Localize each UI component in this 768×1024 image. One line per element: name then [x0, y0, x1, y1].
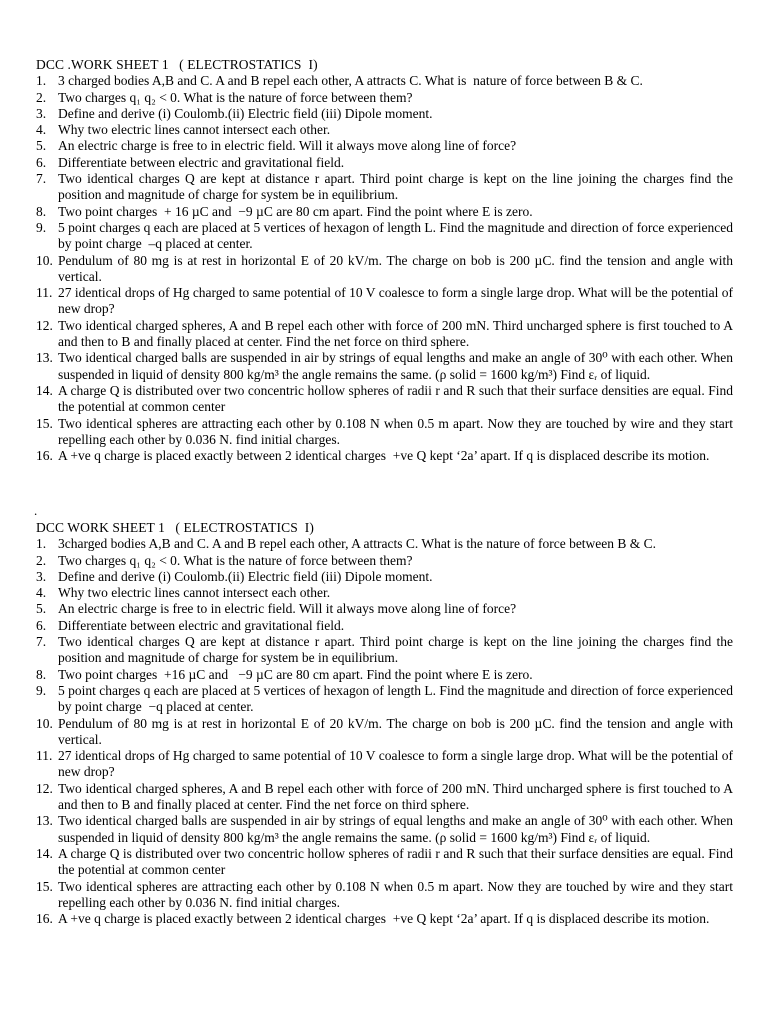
question-text: 27 identical drops of Hg charged to same potential of 10 V coalesce to form a single large drop. What will be the potential of new drop? [58, 285, 737, 317]
question-number: 10. [36, 252, 53, 268]
question-text: Two point charges +16 µC and −9 µC are 80 cm apart. Find the point where E is zero. [58, 666, 533, 682]
question-number: 2. [36, 552, 47, 568]
question-text: 5 point charges q each are placed at 5 vertices of hexagon of length L. Find the magnitude and direction of force experienced by point charge −q placed at center. [58, 682, 737, 715]
question-text: A +ve q charge is placed exactly between 2 identical charges +ve Q kept ‘2a’ apart. If q is displaced describe its motion. [58, 448, 710, 464]
question-item [36, 845, 737, 879]
question-item [36, 553, 733, 569]
question-text: 27 identical drops of Hg charged to same potential of 10 V coalesce to form a single large drop. What will be the potential of new drop? [58, 748, 737, 780]
question-number: 1. [36, 536, 47, 552]
question-number: 2. [36, 89, 47, 105]
question-number: 5. [36, 138, 47, 154]
question-text: Define and derive (i) Coulomb.(ii) Electric field (iii) Dipole moment. [58, 105, 433, 121]
question-item [36, 219, 737, 253]
question-text: Two identical charged balls are suspended in air by strings of equal lengths and make an angle of 30⁰ with each other. When suspended in liquid of density 800 kg/m³ the angle remains the same. (ρ solid = 1600 kg/m³) Find εᵣ of liquid. [58, 350, 737, 382]
question-number: 13. [36, 813, 53, 829]
question-text: Why two electric lines cannot intersect each other. [58, 122, 331, 138]
question-number: 4. [36, 122, 47, 138]
question-item [36, 569, 733, 585]
question-text: Pendulum of 80 mg is at rest in horizontal E of 20 kV/m. The charge on bob is 200 µC. find the tension and angle with vertical. [58, 715, 737, 747]
question-list [36, 73, 737, 464]
question-text: Why two electric lines cannot intersect each other. [58, 585, 331, 601]
question-text: Two identical charges Q are kept at distance r apart. Third point charge is kept on the line joining the charges find the position and magnitude of charge for system be in equilibrium. [58, 171, 737, 203]
question-item [36, 317, 737, 351]
question-text: Two identical charges Q are kept at distance r apart. Third point charge is kept on the line joining the charges find the position and magnitude of charge for system be in equilibrium. [58, 634, 737, 666]
worksheet-1 [36, 57, 737, 464]
question-text: Define and derive (i) Coulomb.(ii) Electric field (iii) Dipole moment. [58, 568, 433, 584]
question-text: A +ve q charge is placed exactly between 2 identical charges +ve Q kept ‘2a’ apart. If q is displaced describe its motion. [58, 911, 710, 927]
question-item [36, 73, 733, 89]
question-number: 9. [36, 219, 47, 235]
question-item [36, 601, 733, 617]
question-number: 15. [36, 415, 53, 431]
question-number: 11. [36, 285, 53, 301]
question-item [36, 90, 733, 106]
question-text: 3 charged bodies A,B and C. A and B repel each other, A attracts C. What is nature of force between B & C. [58, 73, 643, 89]
worksheet-title: DCC WORK SHEET 1 ( ELECTROSTATICS I) [36, 520, 314, 535]
question-number: 13. [36, 350, 53, 366]
question-number: 16. [36, 448, 53, 464]
question-item [36, 813, 737, 846]
question-item [36, 155, 733, 171]
question-text: Two identical charged spheres, A and B repel each other with force of 200 mN. Third uncharged sphere is first touched to A and then to B and finally placed at center. Find the net force on third sphere. [58, 317, 737, 350]
question-text: A charge Q is distributed over two concentric hollow spheres of radii r and R such that their surface densities are equal. Find the potential at common center [58, 845, 737, 878]
question-text: Differentiate between electric and gravitational field. [58, 154, 345, 170]
question-item [36, 382, 737, 416]
question-number: 15. [36, 878, 53, 894]
question-item [36, 618, 733, 634]
question-number: 11. [36, 748, 53, 764]
question-item [36, 350, 737, 383]
question-text: An electric charge is free to in electric field. Will it always move along line of force? [58, 601, 517, 617]
question-item [36, 911, 733, 927]
worksheet-2 [36, 520, 737, 927]
question-number: 1. [36, 73, 47, 89]
question-item [36, 536, 733, 552]
question-number: 6. [36, 617, 47, 633]
question-item [36, 252, 737, 286]
question-number: 12. [36, 780, 53, 796]
question-item [36, 285, 737, 318]
question-item [36, 634, 737, 667]
question-number: 7. [36, 634, 47, 650]
question-list [36, 536, 737, 927]
question-number: 9. [36, 682, 47, 698]
question-text: A charge Q is distributed over two concentric hollow spheres of radii r and R such that their surface densities are equal. Find the potential at common center [58, 382, 737, 415]
question-text: Two identical charged spheres, A and B repel each other with force of 200 mN. Third uncharged sphere is first touched to A and then to B and finally placed at center. Find the net force on third sphere. [58, 780, 737, 813]
sheet-separator: . [34, 503, 38, 518]
question-item [36, 748, 737, 781]
question-item [36, 415, 737, 449]
question-item [36, 122, 733, 138]
question-number: 16. [36, 911, 53, 927]
question-item [36, 448, 733, 464]
question-text: An electric charge is free to in electric field. Will it always move along line of force? [58, 138, 517, 154]
question-item [36, 171, 737, 204]
question-number: 14. [36, 845, 53, 861]
question-text: Differentiate between electric and gravitational field. [58, 617, 345, 633]
question-text: Two charges q₁ q₂ < 0. What is the nature of force between them? [58, 552, 413, 568]
question-text: Two point charges + 16 µC and −9 µC are 80 cm apart. Find the point where E is zero. [58, 203, 533, 219]
question-number: 3. [36, 105, 47, 121]
question-number: 10. [36, 715, 53, 731]
question-number: 12. [36, 317, 53, 333]
worksheet-title: DCC .WORK SHEET 1 ( ELECTROSTATICS I) [36, 57, 318, 72]
question-text: Two identical charged balls are suspended in air by strings of equal lengths and make an angle of 30⁰ with each other. When suspended in liquid of density 800 kg/m³ the angle remains the same. (ρ solid = 1600 kg/m³) Find εᵣ of liquid. [58, 813, 737, 845]
question-number: 8. [36, 203, 47, 219]
question-text: 3charged bodies A,B and C. A and B repel each other, A attracts C. What is the nature of force between B & C. [58, 536, 657, 552]
question-item [36, 585, 733, 601]
question-item [36, 106, 733, 122]
question-number: 4. [36, 585, 47, 601]
question-number: 6. [36, 154, 47, 170]
question-item [36, 878, 737, 912]
question-number: 5. [36, 601, 47, 617]
question-item [36, 667, 733, 683]
question-item [36, 780, 737, 814]
question-text: Pendulum of 80 mg is at rest in horizontal E of 20 kV/m. The charge on bob is 200 µC. find the tension and angle with vertical. [58, 252, 737, 284]
question-number: 8. [36, 666, 47, 682]
question-item [36, 682, 737, 716]
question-item [36, 138, 733, 154]
question-number: 14. [36, 382, 53, 398]
question-text: Two identical spheres are attracting each other by 0.108 N when 0.5 m apart. Now they are touched by wire and they start repelling each other by 0.036 N. find initial charges. [58, 878, 737, 910]
question-item [36, 204, 733, 220]
question-number: 3. [36, 568, 47, 584]
question-text: Two identical spheres are attracting each other by 0.108 N when 0.5 m apart. Now they are touched by wire and they start repelling each other by 0.036 N. find initial charges. [58, 415, 737, 447]
question-text: 5 point charges q each are placed at 5 vertices of hexagon of length L. Find the magnitude and direction of force experienced by point charge –q placed at center. [58, 219, 737, 252]
question-text: Two charges q₁ q₂ < 0. What is the nature of force between them? [58, 89, 413, 105]
question-item [36, 715, 737, 749]
question-number: 7. [36, 171, 47, 187]
